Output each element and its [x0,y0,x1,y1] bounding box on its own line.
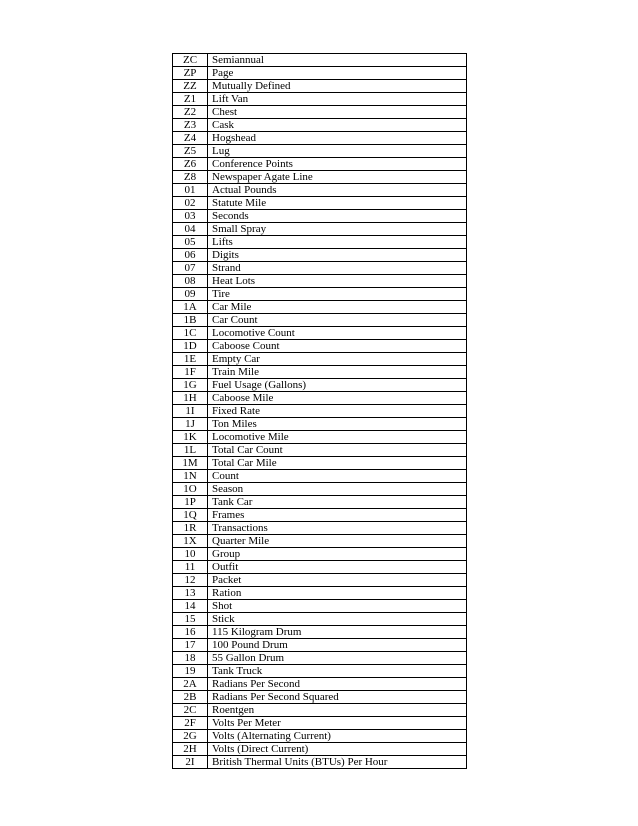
table-row [173,275,467,288]
unit-code-cell: 05 [173,236,208,249]
table-row [173,496,467,509]
table-row [173,639,467,652]
table-row [173,600,467,613]
unit-description-cell: Quarter Mile [208,535,467,548]
unit-code-cell: 06 [173,249,208,262]
unit-code-cell: 1X [173,535,208,548]
unit-description-cell: Seconds [208,210,467,223]
unit-code-cell: 2I [173,756,208,769]
unit-code-cell: 03 [173,210,208,223]
unit-code-cell: Z8 [173,171,208,184]
unit-description-cell: Group [208,548,467,561]
unit-description-cell: Fuel Usage (Gallons) [208,379,467,392]
unit-description-cell: Train Mile [208,366,467,379]
unit-code-cell: 1N [173,470,208,483]
table-row [173,574,467,587]
table-row [173,366,467,379]
unit-description-cell: Strand [208,262,467,275]
unit-code-cell: 1J [173,418,208,431]
table-row [173,652,467,665]
unit-description-cell: Lifts [208,236,467,249]
table-row [173,158,467,171]
unit-description-cell: Fixed Rate [208,405,467,418]
table-row [173,665,467,678]
unit-description-cell: Locomotive Count [208,327,467,340]
table-row [173,93,467,106]
unit-code-cell: 1L [173,444,208,457]
table-row [173,561,467,574]
unit-description-cell: Shot [208,600,467,613]
table-row [173,249,467,262]
table-row [173,288,467,301]
unit-code-cell: 04 [173,223,208,236]
unit-code-cell: 1C [173,327,208,340]
table-row [173,327,467,340]
unit-code-cell: 2B [173,691,208,704]
unit-description-cell: Empty Car [208,353,467,366]
unit-code-cell: 1D [173,340,208,353]
unit-description-cell: Heat Lots [208,275,467,288]
table-row [173,184,467,197]
unit-code-cell: Z6 [173,158,208,171]
unit-code-cell: ZC [173,54,208,67]
unit-code-cell: 1Q [173,509,208,522]
unit-description-cell: Car Mile [208,301,467,314]
unit-code-cell: Z4 [173,132,208,145]
unit-code-cell: 12 [173,574,208,587]
unit-code-cell: 11 [173,561,208,574]
table-row [173,171,467,184]
table-row [173,730,467,743]
unit-code-cell: 2H [173,743,208,756]
unit-code-cell: 13 [173,587,208,600]
unit-code-cell: 1G [173,379,208,392]
unit-code-cell: 1K [173,431,208,444]
unit-code-cell: 1F [173,366,208,379]
unit-description-cell: Tank Car [208,496,467,509]
unit-description-cell: Total Car Count [208,444,467,457]
unit-description-cell: Digits [208,249,467,262]
table-row [173,197,467,210]
unit-description-cell: Conference Points [208,158,467,171]
unit-description-cell: Small Spray [208,223,467,236]
unit-code-cell: ZP [173,67,208,80]
table-row [173,210,467,223]
unit-code-cell: 1A [173,301,208,314]
unit-description-cell: Volts (Direct Current) [208,743,467,756]
table-row [173,301,467,314]
unit-description-cell: Hogshead [208,132,467,145]
unit-code-cell: 2C [173,704,208,717]
unit-code-cell: 2A [173,678,208,691]
unit-description-cell: Semiannual [208,54,467,67]
unit-code-cell: 1E [173,353,208,366]
unit-description-cell: Actual Pounds [208,184,467,197]
table-row [173,119,467,132]
table-row [173,223,467,236]
table-row [173,145,467,158]
table-row [173,522,467,535]
unit-code-cell: 1H [173,392,208,405]
table-row [173,470,467,483]
unit-description-cell: Tire [208,288,467,301]
table-row [173,314,467,327]
table-row [173,54,467,67]
unit-description-cell: 115 Kilogram Drum [208,626,467,639]
unit-code-table [172,53,467,769]
unit-description-cell: Total Car Mile [208,457,467,470]
table-row [173,379,467,392]
unit-description-cell: Newspaper Agate Line [208,171,467,184]
unit-code-table-body [173,54,467,769]
table-row [173,67,467,80]
unit-description-cell: Roentgen [208,704,467,717]
unit-code-cell: 2G [173,730,208,743]
unit-description-cell: 55 Gallon Drum [208,652,467,665]
unit-code-cell: 16 [173,626,208,639]
unit-description-cell: Caboose Mile [208,392,467,405]
unit-code-cell: 02 [173,197,208,210]
table-row [173,262,467,275]
unit-description-cell: Count [208,470,467,483]
unit-description-cell: Radians Per Second Squared [208,691,467,704]
unit-description-cell: Frames [208,509,467,522]
unit-code-cell: 1R [173,522,208,535]
unit-code-cell: Z5 [173,145,208,158]
table-row [173,743,467,756]
unit-description-cell: Caboose Count [208,340,467,353]
table-row [173,236,467,249]
unit-code-cell: Z2 [173,106,208,119]
table-row [173,717,467,730]
table-row [173,626,467,639]
unit-code-cell: 07 [173,262,208,275]
unit-code-cell: 17 [173,639,208,652]
table-row [173,392,467,405]
unit-code-cell: ZZ [173,80,208,93]
table-row [173,678,467,691]
table-row [173,340,467,353]
unit-code-cell: 01 [173,184,208,197]
unit-description-cell: Stick [208,613,467,626]
unit-code-cell: 09 [173,288,208,301]
unit-description-cell: Ton Miles [208,418,467,431]
unit-description-cell: Volts (Alternating Current) [208,730,467,743]
unit-description-cell: Lift Van [208,93,467,106]
unit-code-cell: 1M [173,457,208,470]
unit-description-cell: 100 Pound Drum [208,639,467,652]
unit-description-cell: Cask [208,119,467,132]
unit-description-cell: Page [208,67,467,80]
unit-description-cell: Season [208,483,467,496]
table-row [173,535,467,548]
unit-code-cell: Z3 [173,119,208,132]
table-row [173,691,467,704]
unit-code-cell: 19 [173,665,208,678]
unit-description-cell: Ration [208,587,467,600]
table-row [173,483,467,496]
unit-code-cell: 1P [173,496,208,509]
unit-description-cell: Locomotive Mile [208,431,467,444]
unit-description-cell: Car Count [208,314,467,327]
unit-code-cell: 18 [173,652,208,665]
unit-description-cell: Tank Truck [208,665,467,678]
table-row [173,509,467,522]
table-row [173,587,467,600]
table-row [173,457,467,470]
unit-description-cell: Packet [208,574,467,587]
table-row [173,418,467,431]
unit-code-cell: 1B [173,314,208,327]
unit-code-cell: 14 [173,600,208,613]
table-row [173,80,467,93]
unit-description-cell: Volts Per Meter [208,717,467,730]
unit-description-cell: Mutually Defined [208,80,467,93]
unit-description-cell: Statute Mile [208,197,467,210]
unit-description-cell: Outfit [208,561,467,574]
unit-code-cell: 1O [173,483,208,496]
table-row [173,704,467,717]
unit-description-cell: Lug [208,145,467,158]
table-row [173,613,467,626]
table-row [173,431,467,444]
unit-code-cell: 15 [173,613,208,626]
table-row [173,444,467,457]
unit-code-cell: 10 [173,548,208,561]
table-row [173,548,467,561]
table-row [173,405,467,418]
unit-code-cell: 08 [173,275,208,288]
unit-description-cell: Transactions [208,522,467,535]
table-row [173,106,467,119]
unit-description-cell: Chest [208,106,467,119]
unit-description-cell: British Thermal Units (BTUs) Per Hour [208,756,467,769]
table-row [173,353,467,366]
unit-code-cell: 1I [173,405,208,418]
table-row [173,132,467,145]
table-row [173,756,467,769]
unit-description-cell: Radians Per Second [208,678,467,691]
unit-code-cell: Z1 [173,93,208,106]
unit-code-cell: 2F [173,717,208,730]
